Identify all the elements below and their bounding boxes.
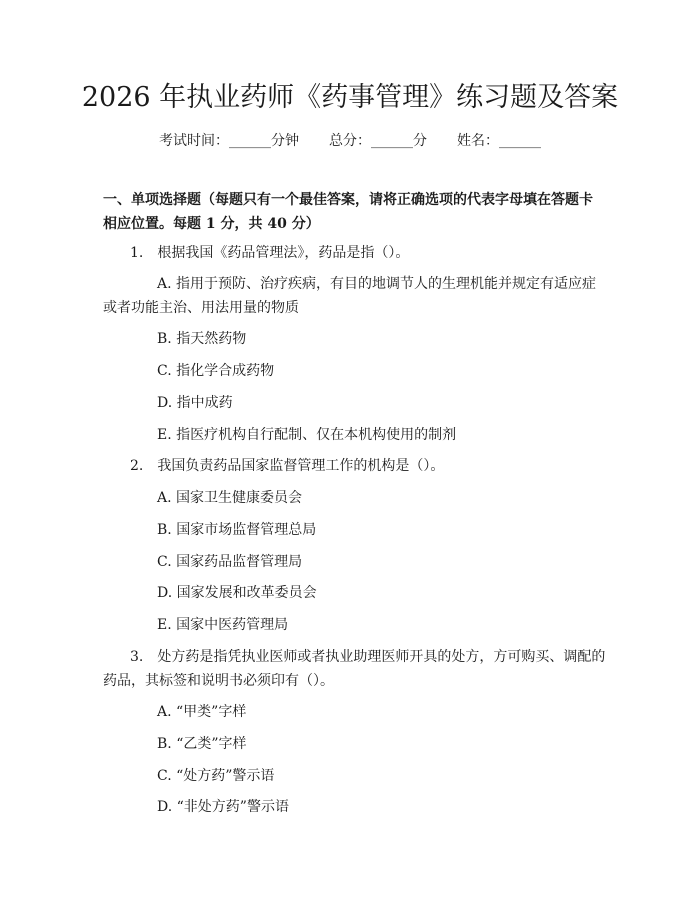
question-2-option-b: B. 国家市场监督管理总局 (157, 522, 317, 538)
question-3-option-c: C. “处方药”警示语 (157, 768, 275, 784)
exam-time: 考试时间：______分钟 (159, 133, 299, 149)
question-2-option-e: E. 国家中医药管理局 (157, 617, 289, 633)
exam-meta (0, 130, 700, 152)
question-2-stem: 2. 我国负责药品国家监督管理工作的机构是（）。 (130, 458, 445, 474)
question-1-option-e: E. 指医疗机构自行配制、仅在本机构使用的制剂 (157, 427, 457, 443)
question-3-stem-cont: 药品，其标签和说明书必须印有（）。 (103, 673, 334, 689)
question-3-option-d: D. “非处方药”警示语 (157, 799, 289, 815)
question-3-option-a: A. “甲类”字样 (157, 704, 247, 720)
question-1-option-a: A. 指用于预防、治疗疾病，有目的地调节人的生理机能并规定有适应症 (157, 276, 597, 292)
section-heading-line1: 一、单项选择题（每题只有一个最佳答案，请将正确选项的代表字母填在答题卡 (103, 192, 593, 208)
section-heading-line2: 相应位置。每题 1 分，共 40 分） (103, 216, 320, 232)
question-1-stem: 1. 根据我国《药品管理法》，药品是指（）。 (130, 245, 410, 261)
section-heading (103, 188, 603, 236)
question-1-option-a-cont: 或者功能主治、用法用量的物质 (103, 300, 299, 316)
page-title: 2026 年执业药师《药事管理》练习题及答案 (81, 82, 619, 113)
question-1-option-b: B. 指天然药物 (157, 331, 247, 347)
question-3-option-b: B. “乙类”字样 (157, 736, 247, 752)
exam-score: 总分：______分 (329, 133, 427, 149)
question-2-option-c: C. 国家药品监督管理局 (157, 554, 303, 570)
question-3-stem: 3. 处方药是指凭执业医师或者执业助理医师开具的处方，方可购买、调配的 (130, 649, 606, 665)
question-1-option-c: C. 指化学合成药物 (157, 363, 275, 379)
question-2-option-d: D. 国家发展和改革委员会 (157, 585, 317, 601)
question-2-option-a: A. 国家卫生健康委员会 (157, 490, 303, 506)
exam-name: 姓名：______ (457, 133, 541, 149)
question-1-option-d: D. 指中成药 (157, 395, 233, 411)
